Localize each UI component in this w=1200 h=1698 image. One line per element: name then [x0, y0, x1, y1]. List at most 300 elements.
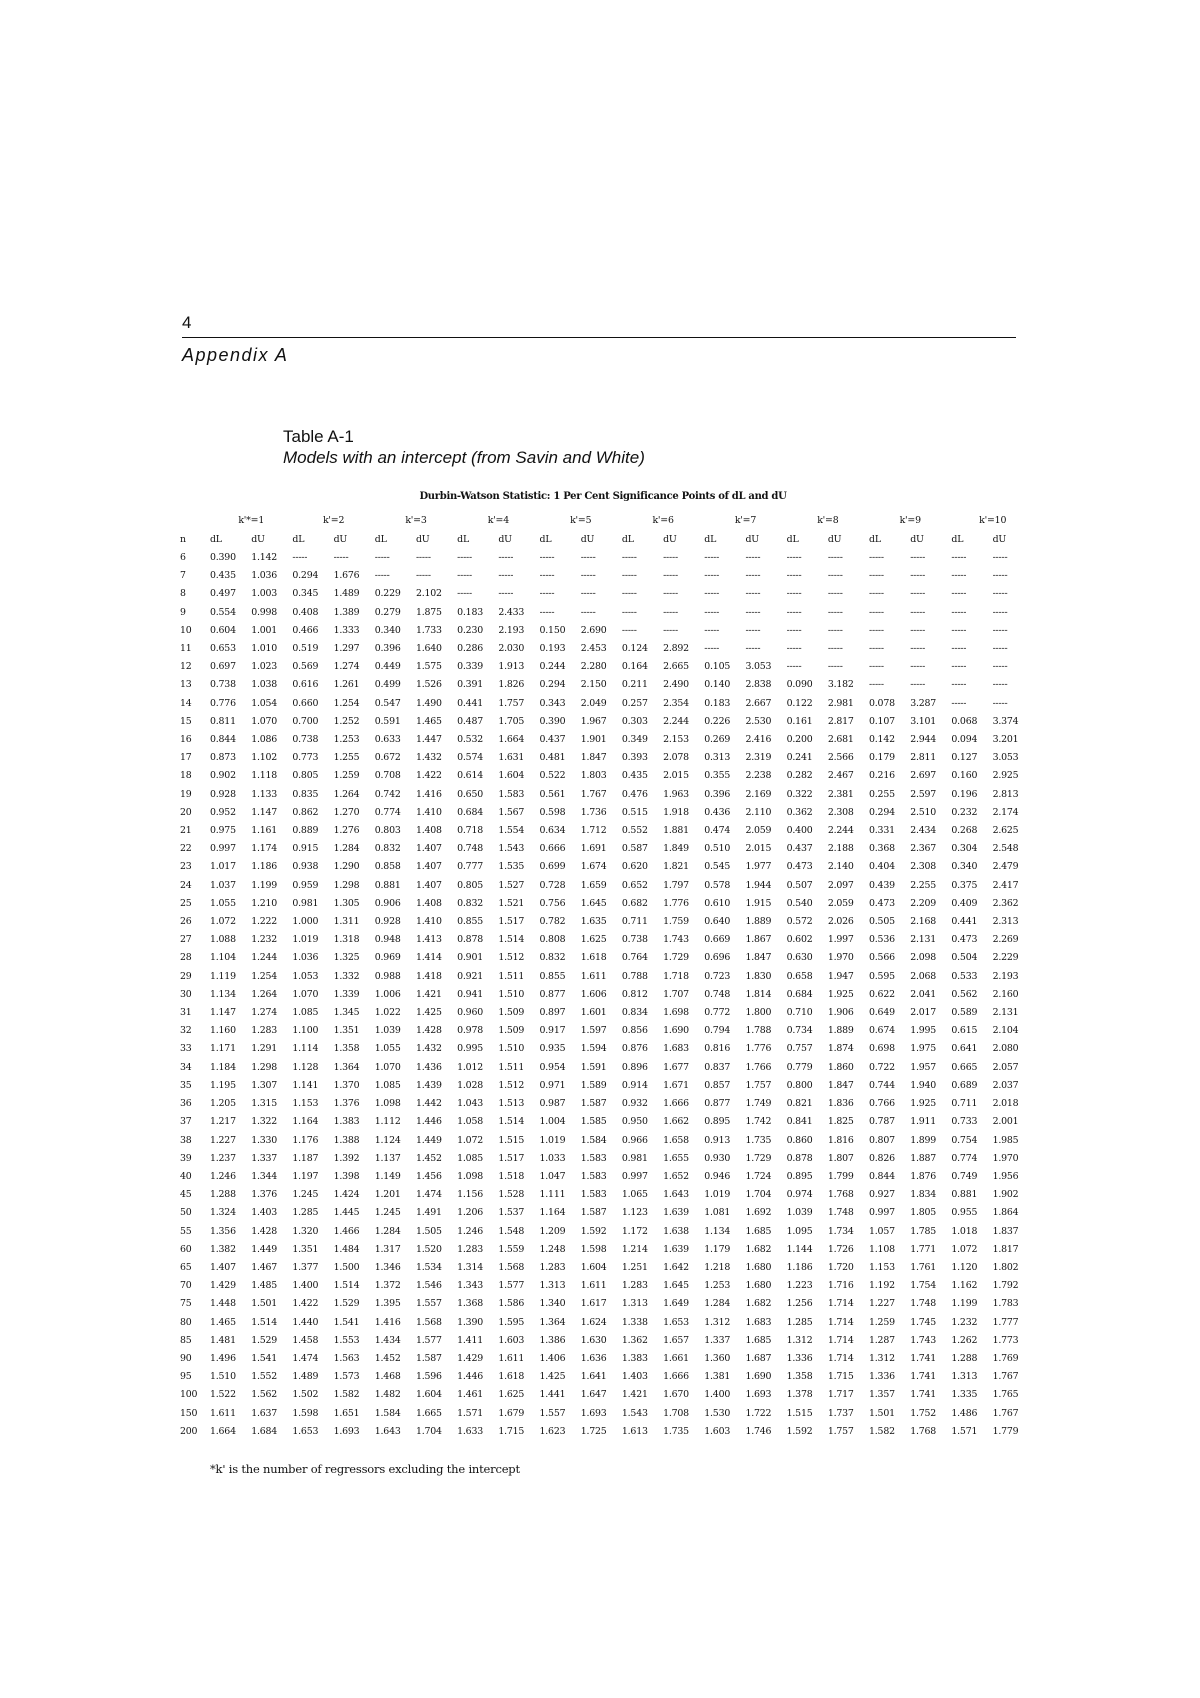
value-cell: 0.959 [292, 879, 319, 891]
value-cell: 1.814 [745, 988, 772, 1000]
dl-header: dL [621, 533, 634, 545]
value-cell: 1.162 [951, 1280, 978, 1292]
value-cell: 1.248 [539, 1243, 566, 1255]
value-cell: 1.481 [210, 1334, 236, 1346]
n-cell: 34 [180, 1061, 192, 1073]
value-cell: 1.142 [251, 552, 278, 563]
value-cell: ----- [580, 606, 596, 618]
table-row [180, 1004, 1034, 1022]
dl-header: dL [869, 533, 881, 545]
value-cell: 1.505 [415, 1225, 442, 1237]
value-cell: 1.144 [786, 1243, 813, 1255]
value-cell: 0.602 [786, 934, 813, 946]
value-cell: 0.255 [869, 788, 895, 800]
value-cell: 1.537 [498, 1207, 525, 1219]
value-cell: 1.448 [210, 1298, 236, 1310]
value-cell: 1.534 [415, 1261, 442, 1273]
n-cell: 9 [180, 606, 186, 618]
value-cell: 1.714 [827, 1352, 854, 1364]
value-cell: 1.510 [210, 1371, 236, 1383]
value-cell: ----- [704, 606, 720, 618]
value-cell: 0.794 [704, 1025, 731, 1037]
value-cell: 2.530 [745, 715, 772, 727]
value-cell: 0.913 [704, 1134, 731, 1146]
dl-header: dL [292, 533, 305, 545]
value-cell: 2.049 [580, 697, 607, 709]
value-cell: 0.734 [786, 1025, 813, 1037]
value-cell: 1.562 [251, 1389, 278, 1401]
value-cell: 2.059 [745, 825, 772, 837]
value-cell: 0.160 [951, 770, 978, 782]
value-cell: 1.410 [415, 806, 442, 818]
value-cell: 1.567 [498, 806, 525, 818]
value-cell: 1.070 [374, 1061, 401, 1073]
table-row [180, 840, 1034, 858]
value-cell: 1.704 [415, 1425, 442, 1437]
value-cell: 1.256 [786, 1298, 813, 1310]
value-cell: 1.874 [827, 1043, 854, 1055]
n-cell: 38 [180, 1134, 192, 1146]
value-cell: 1.172 [621, 1225, 648, 1237]
value-cell: 0.107 [869, 715, 895, 727]
value-cell: 1.086 [251, 734, 278, 746]
n-cell: 70 [180, 1280, 192, 1292]
value-cell: 1.766 [745, 1061, 772, 1073]
value-cell: 1.707 [663, 988, 689, 1000]
value-cell: 1.826 [498, 679, 525, 691]
value-cell: 1.490 [415, 697, 442, 709]
value-cell: 1.630 [580, 1334, 607, 1346]
value-cell: 1.259 [869, 1316, 895, 1328]
table-row [180, 968, 1034, 986]
value-cell: ----- [498, 552, 514, 563]
value-cell: 1.337 [251, 1152, 278, 1164]
value-cell: 1.847 [827, 1079, 854, 1091]
value-cell: 0.928 [210, 788, 236, 800]
value-cell: 2.479 [992, 861, 1019, 873]
value-cell: ----- [745, 643, 761, 655]
value-cell: 1.776 [745, 1043, 772, 1055]
table-row [180, 858, 1034, 876]
value-cell: 1.521 [498, 897, 525, 909]
value-cell: ----- [539, 606, 555, 618]
value-cell: 0.572 [786, 916, 813, 928]
value-cell: 1.617 [580, 1298, 607, 1310]
value-cell: 0.569 [292, 661, 319, 673]
value-cell: 0.294 [869, 806, 895, 818]
value-cell: 1.098 [457, 1170, 483, 1182]
value-cell: 1.522 [210, 1389, 236, 1401]
table-row [180, 949, 1034, 967]
value-cell: 1.947 [827, 970, 854, 982]
column-header-row [180, 531, 1034, 550]
value-cell: 2.041 [910, 988, 937, 1000]
value-cell: 0.773 [292, 752, 319, 764]
value-cell: 1.757 [745, 1079, 772, 1091]
value-cell: ----- [745, 588, 761, 600]
value-cell: 1.511 [498, 1061, 525, 1073]
value-cell: 2.308 [827, 806, 854, 818]
value-cell: 1.598 [580, 1243, 607, 1255]
table-row [180, 731, 1034, 749]
value-cell: 1.297 [333, 643, 360, 655]
value-cell: 1.305 [333, 897, 360, 909]
value-cell: ----- [951, 624, 967, 636]
dl-header: dL [457, 533, 469, 545]
value-cell: 0.711 [621, 916, 648, 928]
value-cell: 0.200 [786, 734, 813, 746]
value-cell: 1.284 [333, 843, 360, 855]
value-cell: 1.742 [745, 1116, 772, 1128]
value-cell: 0.183 [704, 697, 731, 709]
value-cell: 0.562 [951, 988, 978, 1000]
value-cell: 1.161 [251, 825, 278, 837]
value-cell: 0.756 [539, 897, 566, 909]
value-cell: 1.636 [580, 1352, 607, 1364]
value-cell: 1.541 [251, 1352, 278, 1364]
value-cell: 1.655 [663, 1152, 689, 1164]
n-cell: 22 [180, 843, 192, 855]
value-cell: 0.650 [457, 788, 483, 800]
value-cell: 1.039 [786, 1207, 813, 1219]
value-cell: 1.715 [827, 1371, 854, 1383]
value-cell: 0.928 [374, 916, 401, 928]
value-cell: 0.896 [621, 1061, 648, 1073]
value-cell: ----- [415, 552, 431, 563]
value-cell: 1.515 [498, 1134, 525, 1146]
value-cell: 2.193 [498, 624, 525, 636]
value-cell: 1.901 [580, 734, 607, 746]
value-cell: 0.689 [951, 1079, 978, 1091]
value-cell: 1.364 [539, 1316, 566, 1328]
value-cell: 1.970 [827, 952, 854, 964]
value-cell: 1.734 [827, 1225, 854, 1237]
value-cell: 0.481 [539, 752, 566, 764]
value-cell: 0.699 [539, 861, 566, 873]
value-cell: 0.981 [621, 1152, 648, 1164]
value-cell: 0.390 [210, 552, 236, 563]
header-rule [182, 337, 1016, 338]
value-cell: 1.587 [580, 1207, 607, 1219]
value-cell: 1.666 [663, 1098, 689, 1110]
value-cell: 0.857 [704, 1079, 731, 1091]
value-cell: 1.792 [992, 1280, 1019, 1292]
value-cell: 1.771 [910, 1243, 937, 1255]
du-header: dU [663, 533, 677, 545]
value-cell: 1.283 [539, 1261, 566, 1273]
n-cell: 32 [180, 1025, 192, 1037]
value-cell: ----- [292, 552, 308, 563]
value-cell: 2.015 [663, 770, 689, 782]
value-cell: 2.244 [663, 715, 689, 727]
value-cell: 0.241 [786, 752, 813, 764]
value-cell: 1.693 [580, 1407, 607, 1419]
value-cell: 3.374 [992, 715, 1019, 727]
value-cell: 1.312 [786, 1334, 813, 1346]
value-cell: 1.214 [621, 1243, 648, 1255]
value-cell: 1.406 [539, 1352, 566, 1364]
value-cell: 0.914 [621, 1079, 648, 1091]
value-cell: 1.119 [210, 970, 236, 982]
value-cell: 1.102 [251, 752, 278, 764]
value-cell: 0.902 [210, 770, 236, 782]
value-cell: 2.030 [498, 643, 525, 655]
value-cell: 0.800 [786, 1079, 813, 1091]
value-cell: 1.680 [745, 1280, 772, 1292]
value-cell: 0.122 [786, 697, 813, 709]
value-cell: 1.195 [210, 1079, 236, 1091]
n-cell: 21 [180, 825, 192, 837]
value-cell: 0.340 [951, 861, 978, 873]
value-cell: 0.269 [704, 734, 731, 746]
value-cell: 0.960 [457, 1007, 483, 1019]
table-row [180, 1204, 1034, 1222]
value-cell: 1.070 [292, 988, 319, 1000]
value-cell: 1.624 [580, 1316, 607, 1328]
value-cell: 1.307 [251, 1079, 278, 1091]
value-cell: ----- [704, 570, 720, 582]
n-cell: 45 [180, 1189, 192, 1201]
value-cell: 0.966 [621, 1134, 648, 1146]
value-cell: 1.664 [210, 1425, 236, 1437]
value-cell: 1.418 [415, 970, 442, 982]
value-cell: 2.160 [992, 988, 1019, 1000]
value-cell: 0.653 [210, 643, 236, 655]
value-cell: 0.696 [704, 952, 731, 964]
value-cell: 1.283 [457, 1243, 483, 1255]
value-cell: 1.336 [869, 1371, 895, 1383]
table-row [180, 1423, 1034, 1441]
value-cell: 1.642 [663, 1261, 689, 1273]
value-cell: 1.693 [745, 1389, 772, 1401]
value-cell: 0.339 [457, 661, 483, 673]
value-cell: 0.473 [869, 897, 895, 909]
value-cell: 0.897 [539, 1007, 566, 1019]
n-cell: 60 [180, 1243, 192, 1255]
value-cell: 2.037 [992, 1079, 1019, 1091]
value-cell: 1.604 [498, 770, 525, 782]
value-cell: 2.838 [745, 679, 772, 691]
value-cell: 1.413 [415, 934, 442, 946]
value-cell: 0.408 [292, 606, 319, 618]
du-header: dU [992, 533, 1007, 545]
page-number: 4 [182, 313, 192, 332]
value-cell: 1.312 [869, 1352, 895, 1364]
value-cell: 1.484 [333, 1243, 360, 1255]
value-cell: 2.944 [910, 734, 937, 746]
value-cell: 1.639 [663, 1243, 689, 1255]
corner-cell [180, 512, 210, 531]
value-cell: 1.320 [292, 1225, 319, 1237]
value-cell: 0.666 [539, 843, 566, 855]
value-cell: 0.812 [621, 988, 648, 1000]
dl-header: dL [704, 533, 717, 545]
value-cell: 3.201 [992, 734, 1019, 746]
value-cell: 1.970 [992, 1152, 1019, 1164]
n-cell: 90 [180, 1352, 192, 1364]
k-header: k'=7 [734, 515, 757, 526]
value-cell: 1.546 [415, 1280, 442, 1292]
value-cell: ----- [951, 661, 967, 673]
value-cell: 2.131 [992, 1007, 1019, 1019]
value-cell: 0.917 [539, 1025, 566, 1037]
value-cell: 1.509 [498, 1007, 525, 1019]
value-cell: 1.442 [415, 1098, 442, 1110]
value-cell: 1.517 [498, 1152, 525, 1164]
value-cell: ----- [621, 624, 637, 636]
value-cell: 1.403 [621, 1371, 648, 1383]
value-cell: 0.437 [539, 734, 566, 746]
value-cell: 1.611 [210, 1407, 236, 1419]
value-cell: 0.895 [786, 1170, 813, 1182]
value-cell: ----- [827, 606, 843, 618]
value-cell: 2.434 [910, 825, 937, 837]
value-cell: 2.244 [827, 825, 854, 837]
value-cell: 0.540 [786, 897, 813, 909]
value-cell: 2.193 [992, 970, 1019, 982]
table-row [180, 1113, 1034, 1131]
value-cell: 0.510 [704, 843, 731, 855]
value-cell: 0.620 [621, 861, 648, 873]
value-cell: 1.290 [333, 861, 360, 873]
value-cell: 0.244 [539, 661, 566, 673]
value-cell: ----- [333, 552, 349, 563]
value-cell: 1.133 [251, 788, 278, 800]
n-cell: 33 [180, 1043, 192, 1055]
value-cell: 1.743 [663, 934, 689, 946]
value-cell: 1.441 [539, 1389, 566, 1401]
value-cell: 1.019 [704, 1189, 731, 1201]
value-cell: 1.803 [580, 770, 607, 782]
value-cell: 1.715 [498, 1425, 525, 1437]
value-cell: 1.465 [415, 715, 442, 727]
value-cell: ----- [539, 552, 555, 563]
value-cell: 1.683 [663, 1043, 689, 1055]
value-cell: 1.995 [910, 1025, 937, 1037]
value-cell: 0.906 [374, 897, 401, 909]
value-cell: 0.660 [292, 697, 319, 709]
value-cell: 1.055 [210, 897, 236, 909]
value-cell: 1.768 [910, 1425, 937, 1437]
value-cell: 0.987 [539, 1098, 566, 1110]
value-cell: 1.559 [498, 1243, 525, 1255]
value-cell: 1.164 [292, 1116, 319, 1128]
value-cell: 0.652 [621, 879, 648, 891]
value-cell: 1.370 [333, 1079, 360, 1091]
value-cell: 0.614 [457, 770, 483, 782]
value-cell: 1.283 [621, 1280, 648, 1292]
value-cell: 0.519 [292, 643, 319, 655]
value-cell: 1.661 [663, 1352, 689, 1364]
value-cell: 1.553 [333, 1334, 360, 1346]
value-cell: 0.554 [210, 606, 236, 618]
k-header: k'=9 [899, 515, 921, 526]
value-cell: 2.068 [910, 970, 937, 982]
value-cell: ----- [786, 606, 802, 618]
table-row [180, 1186, 1034, 1204]
value-cell: 0.669 [704, 934, 731, 946]
value-cell: 1.425 [539, 1371, 566, 1383]
value-cell: 0.718 [457, 825, 483, 837]
value-cell: 1.690 [745, 1371, 772, 1383]
value-cell: 1.733 [415, 624, 442, 636]
value-cell: 1.745 [910, 1316, 937, 1328]
dl-header: dL [539, 533, 552, 545]
value-cell: 1.452 [374, 1352, 401, 1364]
value-cell: 1.724 [745, 1170, 772, 1182]
value-cell: 1.557 [539, 1407, 566, 1419]
n-cell: 200 [180, 1425, 198, 1437]
value-cell: 1.010 [251, 643, 278, 655]
value-cell: 0.754 [951, 1134, 978, 1146]
value-cell: 1.325 [333, 952, 360, 964]
value-cell: ----- [910, 624, 926, 636]
value-cell: 0.930 [704, 1152, 731, 1164]
value-cell: 0.881 [374, 879, 401, 891]
value-cell: 1.339 [333, 988, 360, 1000]
value-cell: 0.211 [621, 679, 648, 691]
value-cell: 0.345 [292, 588, 319, 600]
value-cell: 1.019 [292, 934, 319, 946]
n-cell: 23 [180, 861, 192, 873]
value-cell: 1.718 [663, 970, 689, 982]
value-cell: 1.670 [663, 1389, 689, 1401]
value-cell: 1.428 [415, 1025, 442, 1037]
value-cell: 1.199 [951, 1298, 978, 1310]
value-cell: ----- [704, 552, 720, 563]
value-cell: 2.417 [992, 879, 1019, 891]
value-cell: 2.140 [827, 861, 854, 873]
value-cell: 0.955 [951, 1207, 978, 1219]
value-cell: 0.776 [210, 697, 236, 709]
value-cell: 1.072 [210, 916, 236, 928]
value-cell: 1.714 [827, 1298, 854, 1310]
value-cell: 1.501 [251, 1298, 278, 1310]
value-cell: 1.001 [251, 624, 278, 636]
n-cell: 30 [180, 988, 192, 1000]
value-cell: 0.834 [621, 1007, 648, 1019]
value-cell: 0.782 [539, 916, 566, 928]
value-cell: 0.738 [292, 734, 319, 746]
value-cell: 0.226 [704, 715, 731, 727]
value-cell: 0.436 [704, 806, 731, 818]
value-cell: 1.502 [292, 1389, 319, 1401]
value-cell: ----- [745, 552, 761, 563]
value-cell: ----- [827, 588, 843, 600]
value-cell: 0.844 [210, 734, 236, 746]
value-cell: 0.837 [704, 1061, 731, 1073]
value-cell: 1.587 [580, 1098, 607, 1110]
value-cell: 0.878 [786, 1152, 813, 1164]
value-cell: 1.584 [580, 1134, 607, 1146]
value-cell: ----- [663, 552, 678, 563]
value-cell: 2.981 [827, 697, 854, 709]
value-cell: 0.821 [786, 1098, 813, 1110]
value-cell: 2.892 [663, 643, 689, 655]
value-cell: 1.218 [704, 1261, 731, 1273]
value-cell: 1.416 [415, 788, 442, 800]
value-cell: 0.616 [292, 679, 319, 691]
value-cell: 1.351 [292, 1243, 319, 1255]
value-cell: 1.095 [786, 1225, 813, 1237]
value-cell: 1.171 [210, 1043, 236, 1055]
value-cell: 1.649 [663, 1298, 689, 1310]
value-cell: ----- [663, 624, 678, 636]
value-cell: 1.039 [374, 1025, 401, 1037]
value-cell: 1.754 [910, 1280, 937, 1292]
value-cell: 2.490 [663, 679, 689, 691]
value-cell: 1.568 [498, 1261, 525, 1273]
